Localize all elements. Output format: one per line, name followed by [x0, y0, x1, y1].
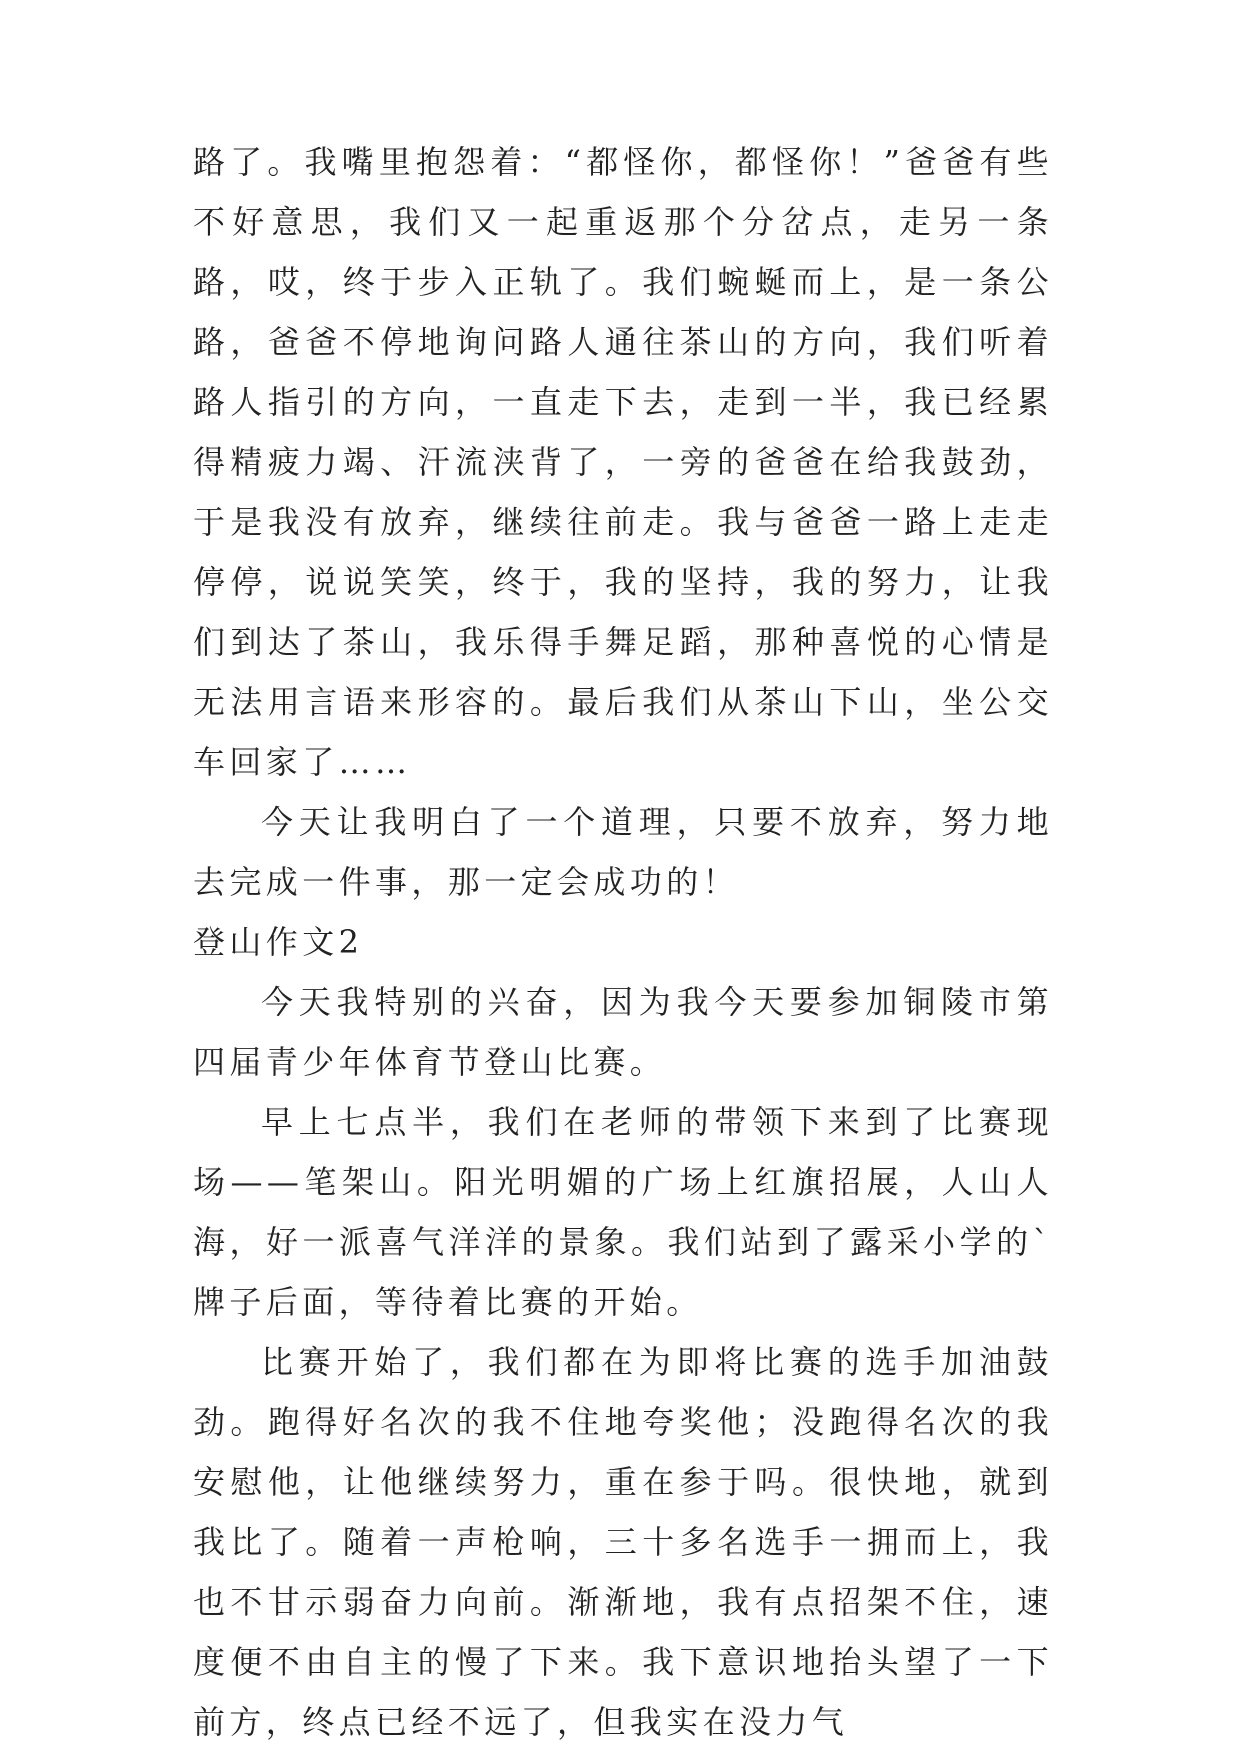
paragraph-5: 比赛开始了，我们都在为即将比赛的选手加油鼓劲。跑得好名次的我不住地夸奖他；没跑得名次的我安慰他，让他继续努力，重在参于吗。很快地，就到我比了。随着一声枪响，三十多名选手一拥而上，我也不甘示弱奋力向前。渐渐地，我有点招架不住，速度便不由自主的慢了下来。我下意识地抬头望了一下前方，终点已经不远了，但我实在没力气: [193, 1343, 1053, 1741]
document-page: [193, 132, 1053, 1752]
paragraph-2: 今天让我明白了一个道理，只要不放弃，努力地去完成一件事，那一定会成功的！: [193, 803, 1053, 901]
essay-heading: 登山作文2: [193, 923, 364, 961]
paragraph-1: 路了。我嘴里抱怨着：“都怪你，都怪你！”爸爸有些不好意思，我们又一起重返那个分岔点，走另一条路，哎，终于步入正轨了。我们蜿蜒而上，是一条公路，爸爸不停地询问路人通往茶山的方向，我们听着路人指引的方向，一直走下去，走到一半，我已经累得精疲力竭、汗流浃背了，一旁的爸爸在给我鼓劲，于是我没有放弃，继续往前走。我与爸爸一路上走走停停，说说笑笑，终于，我的坚持，我的努力，让我们到达了茶山，我乐得手舞足蹈，那种喜悦的心情是无法用言语来形容的。最后我们从茶山下山，坐公交车回家了……: [193, 143, 1053, 781]
paragraph-4: 早上七点半，我们在老师的带领下来到了比赛现场——笔架山。阳光明媚的广场上红旗招展，人山人海，好一派喜气洋洋的景象。我们站到了露采小学的`牌子后面，等待着比赛的开始。: [193, 1103, 1053, 1321]
paragraph-3: 今天我特别的兴奋，因为我今天要参加铜陵市第四届青少年体育节登山比赛。: [193, 983, 1053, 1081]
